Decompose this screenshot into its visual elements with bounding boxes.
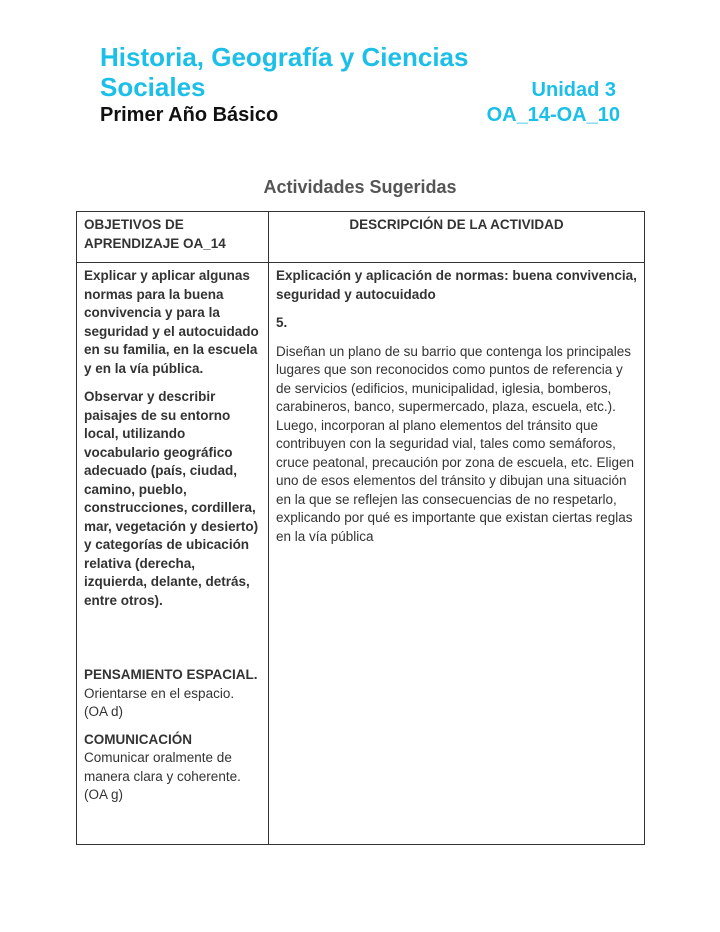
grade-row [100, 102, 620, 128]
oa-range-label: OA_14-OA_10 [486, 104, 620, 126]
description-cell [269, 263, 645, 845]
table-header-row [77, 212, 645, 263]
activity-title: Explicación y aplicación de normas: buena convivencia, seguridad y autocuidado [276, 268, 637, 302]
unit-label: Unidad 3 [531, 79, 616, 101]
grade-label: Primer Año Básico [100, 104, 279, 126]
skill-communication-text: Comunicar oralmente de manera clara y coherente. (OA g) [84, 750, 241, 802]
section-title: Actividades Sugeridas [263, 177, 457, 197]
activity-number: 5. [276, 315, 288, 330]
skill-spatial-text: Orientarse en el espacio. (OA d) [84, 685, 235, 719]
skill-spatial-thinking [84, 666, 261, 722]
column-header-objectives: OBJETIVOS DE APRENDIZAJE OA_14 [77, 212, 269, 263]
objective-oa14: Explicar y aplicar algunas normas para la buena convivencia y para la seguridad y el autocuidado en su familia, en la escuela y en la vía pública. [84, 268, 259, 376]
objective-oa10: Observar y describir paisajes de su entorno local, utilizando vocabulario geográfico adecuado (país, ciudad, camino, pueblo, construcciones, cordillera, mar, vegetación y desierto) y categorías de ubicación relativa (derecha, izquierda, delante, detrás, entre otros). [84, 389, 259, 608]
subject-row [100, 72, 620, 102]
subject-title-line1: Historia, Geografía y Ciencias [100, 42, 469, 72]
column-header-description: DESCRIPCIÓN DE LA ACTIVIDAD [269, 212, 645, 263]
document-header [100, 42, 620, 128]
skill-spatial-label: PENSAMIENTO ESPACIAL. [84, 667, 258, 682]
activities-table [76, 211, 645, 845]
objectives-cell [77, 263, 269, 845]
subject-title-line2: Sociales [100, 72, 206, 102]
activity-description: Diseñan un plano de su barrio que contenga los principales lugares que son reconocidos como puntos de referencia y de servicios (edificios, municipalidad, iglesia, bomberos, carabineros, banco, supermercado, plaza, escuela, etc.). Luego, incorporan al plano elementos del tránsito que contribuyen con la seguridad vial, tales como semáforos, cruce peatonal, precaución por zona de escuela, etc. Eligen uno de esos elementos del tránsito y dibujan una situación en la que se reflejen las consecuencias de no respetarlo, explicando por qué es importante que existan ciertas reglas en la vía pública [276, 343, 634, 544]
table-row [77, 263, 645, 845]
skill-communication-label: COMUNICACIÓN [84, 731, 192, 747]
